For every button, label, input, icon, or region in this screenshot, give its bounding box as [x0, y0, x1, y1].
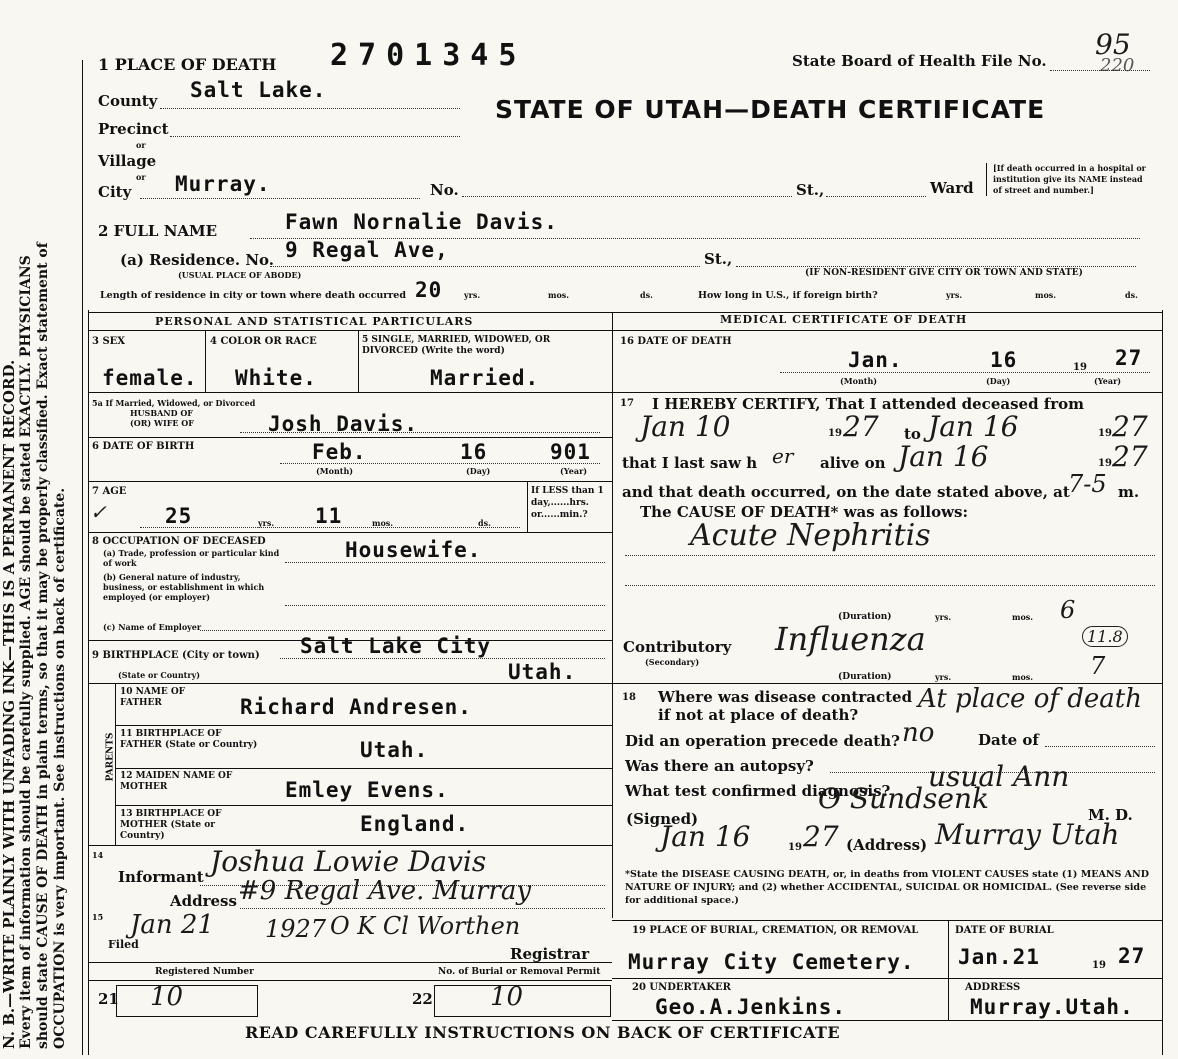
mother-name: Emley Evens. — [285, 778, 449, 802]
death-month: Jan. — [848, 348, 903, 372]
father-birthplace: Utah. — [360, 738, 429, 762]
state-file-number-2: 220 — [1100, 55, 1135, 76]
dob-year: 901 — [550, 440, 591, 464]
undertaker-name: Geo.A.Jenkins. — [655, 995, 847, 1019]
certificate-title: STATE OF UTAH—DEATH CERTIFICATE — [495, 95, 1046, 124]
length-of-residence: 20 — [415, 278, 443, 302]
ward-note: [If death occurred in a hospital or institution give its NAME instead of street and number.] — [986, 163, 1148, 196]
last-seen-date: Jan 16 — [898, 440, 989, 473]
burial-date: Jan.21 — [958, 945, 1040, 969]
time-of-death: 7-5 — [1068, 470, 1107, 498]
age-years: 25 — [165, 504, 193, 528]
death-day: 16 — [990, 348, 1018, 372]
birthplace-city: Salt Lake City — [300, 634, 492, 658]
dob-month: Feb. — [312, 440, 367, 464]
marital-status-value: Married. — [430, 366, 540, 390]
cause-of-death: Acute Nephritis — [690, 518, 931, 553]
occupation-value: Housewife. — [345, 538, 482, 562]
undertaker-address: Murray.Utah. — [970, 995, 1134, 1019]
informant-address: #9 Regal Ave. Murray — [238, 876, 532, 906]
signed-date: Jan 16 — [660, 820, 751, 853]
village-label: Village — [98, 152, 157, 170]
contributory-cause: Influenza — [775, 620, 926, 658]
medical-heading: MEDICAL CERTIFICATE OF DEATH — [720, 313, 968, 326]
filed-year: 1927 — [265, 915, 327, 943]
full-name-value: Fawn Nornalie Davis. — [285, 210, 558, 234]
informant-signature: Joshua Lowie Davis — [210, 845, 487, 878]
personal-heading: PERSONAL AND STATISTICAL PARTICULARS — [155, 315, 474, 328]
parents-label: PARENTS — [105, 732, 116, 782]
dob-day: 16 — [460, 440, 488, 464]
physician-signature: O Sundsenk — [818, 782, 989, 815]
age-months: 11 — [315, 504, 343, 528]
certify-text: I HEREBY CERTIFY, That I attended deceased from — [652, 395, 1085, 413]
precinct-label: Precinct — [98, 120, 169, 138]
county-value: Salt Lake. — [190, 78, 327, 102]
spouse-value: Josh Davis. — [268, 412, 419, 436]
certificate-number: 2701345 — [330, 38, 527, 73]
footnote: *State the DISEASE CAUSING DEATH, or, in deaths from VIOLENT CAUSES state (1) MEANS AND NATURE OF INJURY; and (2) whether ACCIDENTAL, SUICIDAL OR HOMICIDAL. (See reverse side for additional space.) — [625, 869, 1149, 906]
state-file-number: 95 — [1095, 28, 1131, 61]
test-answer: usual Ann — [928, 760, 1070, 793]
death-year: 27 — [1115, 346, 1143, 370]
footer-instructions: READ CAREFULLY INSTRUCTIONS ON BACK OF CERTIFICATE — [245, 1023, 841, 1042]
burial-year: 27 — [1118, 944, 1146, 968]
attended-to: Jan 16 — [928, 410, 1019, 443]
burial-permit-number: 10 — [490, 982, 524, 1012]
mother-birthplace: England. — [360, 812, 470, 836]
residence-value: 9 Regal Ave, — [285, 238, 449, 262]
operation-answer: no — [902, 718, 935, 748]
burial-place: Murray City Cemetery. — [628, 950, 915, 974]
filed-date: Jan 21 — [130, 910, 215, 940]
physician-address: Murray Utah — [935, 818, 1120, 851]
registrar-signature: O K Cl Worthen — [330, 912, 521, 940]
city-value: Murray. — [175, 172, 271, 196]
city-label: City — [98, 183, 132, 201]
side-instructions: N. B.—WRITE PLAINLY WITH UNFADING INK—THIS IS A PERMANENT RECORD. Every item of information should be carefully supplied. AGE should be stated EXACTLY. PHYSICIANS should state CAUSE OF DEATH in plain terms, so that it may be properly classified. Exact statement of OCCUPATION is very important. See instructions on back of certificate. — [0, 242, 68, 1049]
father-name: Richard Andresen. — [240, 695, 472, 719]
full-name-label: 2 FULL NAME — [98, 222, 218, 240]
disease-contracted-answer: At place of death — [918, 684, 1142, 714]
birthplace-state: Utah. — [508, 660, 577, 684]
place-of-death-heading: 1 PLACE OF DEATH — [98, 55, 277, 74]
death-certificate: N. B.—WRITE PLAINLY WITH UNFADING INK—THIS IS A PERMANENT RECORD. Every item of information should be carefully supplied. AGE should be stated EXACTLY. PHYSICIANS should state CAUSE OF DEATH in plain terms, so that it may be properly classified. Exact statement of OCCUPATION is very important. See instructions on back of certificate. 1 PLACE OF DEATH 2701345 State Board of Health File No. 95 220 STATE OF UTAH—DEATH CERTIFICATE County Salt Lake. Precinct or Village or City Murray. No. St., Ward [If death occurred in a hospital or institution give its NAME instead of street and number.] 2 FULL NAME Fawn Nornalie Davis. (a) Residence. No. 9 Regal Ave, St., (USUAL PLACE OF ABODE) (IF NON-RESIDENT GIVE CITY OR TOWN AND STATE) Length of residence in city or town where death occurred 20 yrs. mos. ds. How long in U.S., if foreign birth? yrs. mos. ds. PERSONAL AND STATISTICAL PARTICULARS MEDICAL CERTIFICATE OF DEATH 3 SEX female. 4 COLOR OR RACE White. 5 SINGLE, MARRIED, WIDOWED, OR DIVORCED (Write the word) Married. 5a If Married, Widowed, or Divorced HUSBAND OF (OR) WIFE OF Josh Davis. 6 DATE OF BIRTH Feb. 16 901 (Month) (Day) (Year) 7 AGE ✓ 25 yrs. 11 mos. ds. If LESS than 1 day,......hrs. or......min.? 8 OCCUPATION OF DECEASED (a) Trade, profession or particular kind of work (b) General nature of industry, business, or establishment in which employed (or employer) (c) Name of Employer Housewife. 9 BIRTHPLACE (City or town) Salt Lake City (State or Country) Utah. PARENTS 10 NAME OF FATHER Richard Andresen. 11 BIRTHPLACE OF FATHER (State or Country) Utah. 12 MAIDEN NAME OF MOTHER Emley Evens. 13 BIRTHPLACE OF MOTHER (State or Country) England. 14 Informant Joshua Lowie Davis Address #9 Regal Ave. Murray 15 Filed Jan 21 1927 O K Cl Worthen Registrar Registered Number No. of Burial or Removal Permit 21 10 22 10 16 DATE OF DEATH Jan. 16 19 27 (Month) (Day) (Year) 17 I HEREBY CERTIFY, That I attended deceased from Jan 10 19 27 to Jan 16 19 27 that I last saw h er alive on Jan 16 19 27 and that death occurred, on the date stated above, at 7-5 m. The CAUSE OF DEATH* was as follows: Acute Nephritis (Duration) yrs. mos. 6 Contributory (Secondary) Influenza 11.8 (Duration) yrs. mos. 7 18 Where was disease contracted if not at place of death? At place of death Did an operation precede death? no Date of Was there an autopsy? What test confirmed diagnosis? usual Ann (Signed) O Sundsenk M. D. Jan 16 19 27 (Address) Murray Utah *State the DISEASE CAUSING DEATH, or, in deaths from VIOLENT CAUSES state (1) MEANS AND NATURE OF INJURY; and (2) whether ACCIDENTAL, SUICIDAL OR HOMICIDAL. (See reverse side for additional space.) 19 PLACE OF BURIAL, CREMATION, OR REMOVAL Murray City Cemetery. DATE OF BURIAL Jan.21 19 27 20 UNDERTAKER Geo.A.Jenkins. ADDRESS Murray.Utah. READ CAREFULLY INSTRUCTIONS ON BACK OF CERTIFICATE — [0, 0, 1178, 1059]
sex-value: female. — [102, 366, 198, 390]
state-file-label: State Board of Health File No. — [792, 52, 1047, 70]
county-label: County — [98, 92, 158, 110]
attended-from: Jan 10 — [640, 410, 731, 443]
registered-number: 10 — [150, 982, 184, 1012]
race-value: White. — [235, 366, 317, 390]
